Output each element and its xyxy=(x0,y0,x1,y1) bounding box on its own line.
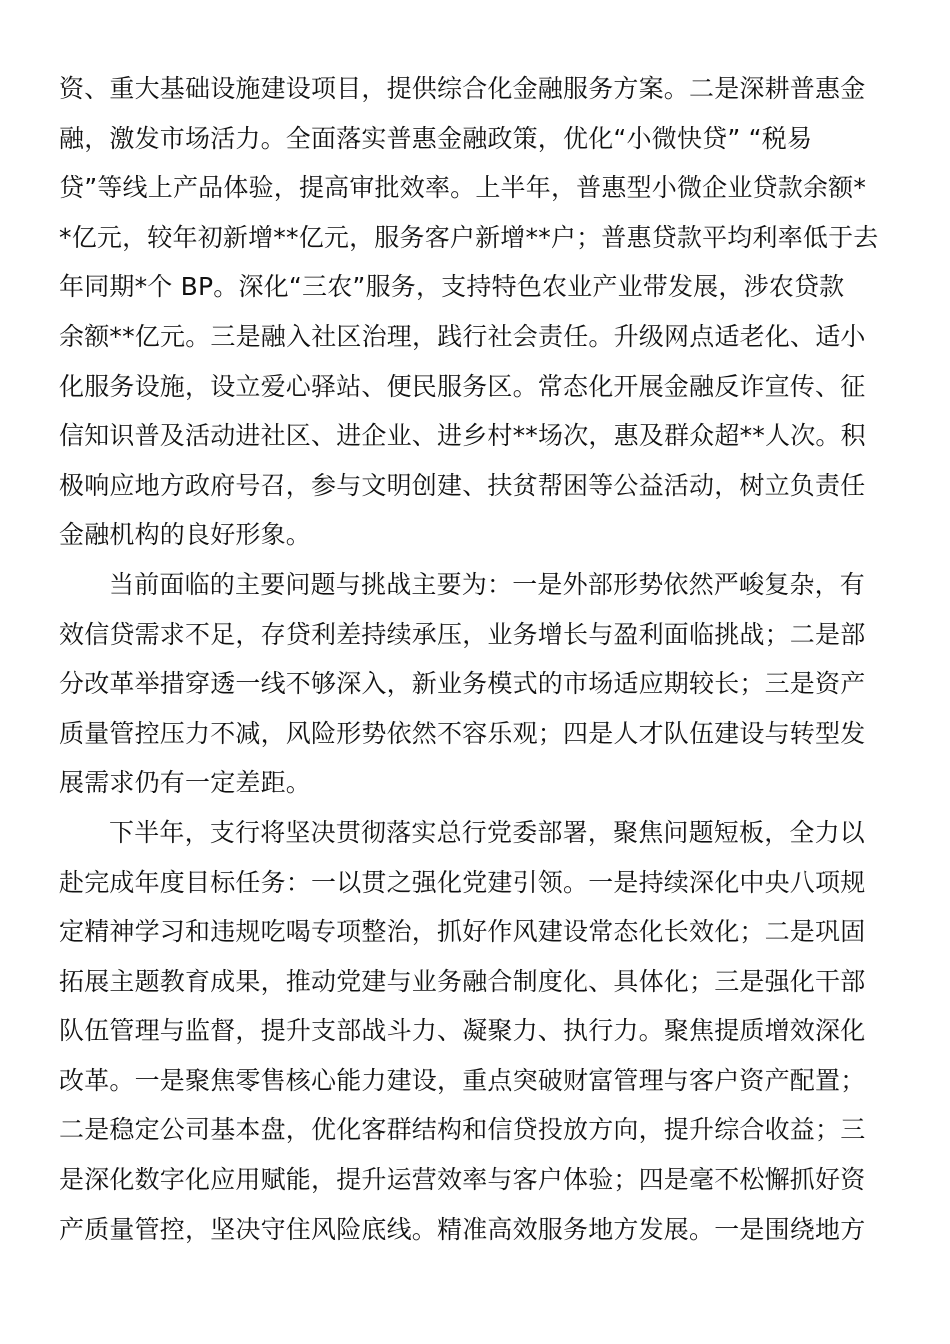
text-line: 效信贷需求不足，存贷利差持续承压，业务增长与盈利面临挑战；二是部 xyxy=(59,619,866,649)
text-line: 质量管控压力不减，风险形势依然不容乐观；四是人才队伍建设与转型发 xyxy=(59,718,866,748)
text-line: 贷”等线上产品体验，提高审批效率。上半年，普惠型小微企业贷款余额* xyxy=(59,173,867,203)
text-line: *亿元，较年初新增**亿元，服务客户新增**户；普惠贷款平均利率低于去 xyxy=(59,222,879,252)
text-line: 极响应地方政府号召，参与文明创建、扶贫帮困等公益活动，树立负责任 xyxy=(59,470,866,500)
paragraph-first-line: 当前面临的主要问题与挑战主要为：一是外部形势依然严峻复杂，有 xyxy=(109,569,866,599)
text-line: 信知识普及活动进社区、进企业、进乡村**场次，惠及群众超**人次。积 xyxy=(59,421,866,451)
text-line: 是深化数字化应用赋能，提升运营效率与客户体验；四是毫不松懈抓好资 xyxy=(59,1165,866,1195)
text-line: 拓展主题教育成果，推动党建与业务融合制度化、具体化；三是强化干部 xyxy=(59,966,866,996)
text-line: 队伍管理与监督，提升支部战斗力、凝聚力、执行力。聚焦提质增效深化 xyxy=(59,1016,866,1046)
text-line: 改革。一是聚焦零售核心能力建设，重点突破财富管理与客户资产配置； xyxy=(59,1065,866,1095)
text-line: 年同期*个 BP。深化“三农”服务，支持特色农业产业带发展，涉农贷款 xyxy=(59,272,845,302)
text-line: 定精神学习和违规吃喝专项整治，抓好作风建设常态化长效化；二是巩固 xyxy=(59,917,866,947)
text-line: 产质量管控，坚决守住风险底线。精准高效服务地方发展。一是围绕地方 xyxy=(59,1214,866,1244)
text-line: 资、重大基础设施建设项目，提供综合化金融服务方案。二是深耕普惠金 xyxy=(59,74,866,103)
text-line: 余额**亿元。三是融入社区治理，践行社会责任。升级网点适老化、适小 xyxy=(59,321,866,351)
text-line: 赴完成年度目标任务：一以贯之强化党建引领。一是持续深化中央八项规 xyxy=(59,867,866,897)
text-line: 展需求仍有一定差距。 xyxy=(59,768,312,798)
text-line: 分改革举措穿透一线不够深入，新业务模式的市场适应期较长；三是资产 xyxy=(59,669,866,699)
document-body xyxy=(59,64,889,1254)
text-line: 金融机构的良好形象。 xyxy=(59,520,312,550)
text-line: 融，激发市场活力。全面落实普惠金融政策，优化“小微快贷” “税易 xyxy=(59,123,813,153)
paragraph-first-line: 下半年，支行将坚决贯彻落实总行党委部署，聚焦问题短板，全力以 xyxy=(109,817,866,847)
text-line: 化服务设施，设立爱心驿站、便民服务区。常态化开展金融反诈宣传、征 xyxy=(59,371,866,401)
text-line: 二是稳定公司基本盘，优化客群结构和信贷投放方向，提升综合收益；三 xyxy=(59,1115,866,1145)
